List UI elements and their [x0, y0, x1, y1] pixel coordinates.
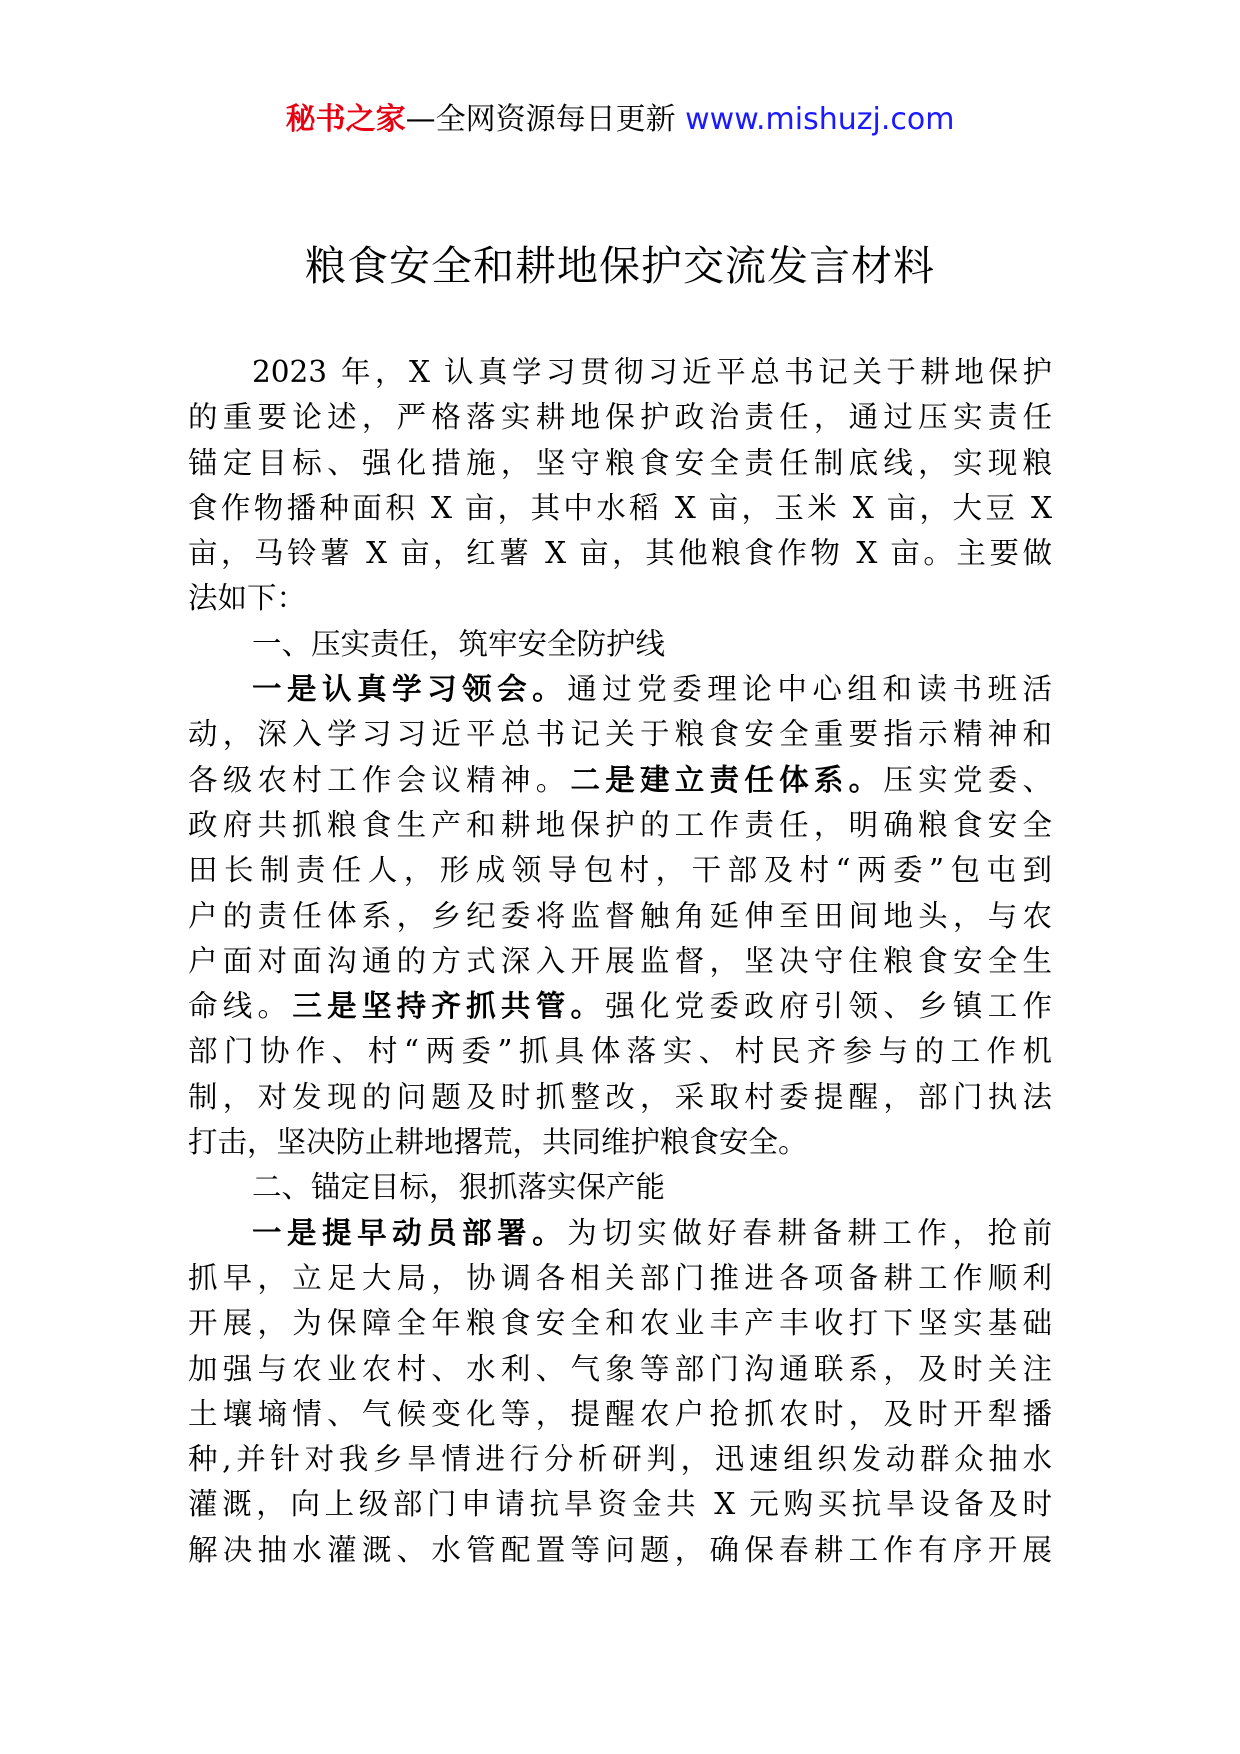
paragraph-line: 2023 年，X 认真学习贯彻习近平总书记关于耕地保护: [252, 355, 1052, 389]
bold-lead: 一是认真学习领会。: [252, 672, 568, 707]
paragraph-line: 亩，马铃薯 X 亩，红薯 X 亩，其他粮食作物 X 亩。主要做: [188, 536, 1052, 571]
paragraph-line: 法如下：: [188, 581, 307, 616]
site-banner: [0, 100, 1240, 140]
paragraph-line: 灌溉，向上级部门申请抗旱资金共 X 元购买抗旱设备及时: [188, 1487, 1052, 1522]
banner-url-link[interactable]: www.mishuzj.com: [685, 102, 955, 137]
paragraph-line: 动，深入学习习近平总书记关于粮食安全重要指示精神和: [188, 717, 1052, 752]
paragraph-line: 食作物播种面积 X 亩，其中水稻 X 亩，玉米 X 亩，大豆 X: [188, 490, 1052, 525]
paragraph-line: 开展，为保障全年粮食安全和农业丰产丰收打下坚实基础: [188, 1306, 1052, 1341]
paragraph-line: 部门协作、村“两委”抓具体落实、村民齐参与的工作机: [188, 1034, 1052, 1069]
paragraph-line: 土壤墒情、气候变化等，提醒农户抢抓农时，及时开犁播: [188, 1396, 1052, 1431]
paragraph-line: 一是提早动员部署。为切实做好春耕备耕工作，抢前: [252, 1215, 1052, 1250]
paragraph-line: 锚定目标、强化措施，坚守粮食安全责任制底线，实现粮: [188, 445, 1052, 480]
paragraph-line: 种,并针对我乡旱情进行分析研判，迅速组织发动群众抽水: [188, 1442, 1052, 1477]
paragraph-line: 命线。三是坚持齐抓共管。强化党委政府引领、乡镇工作: [188, 989, 1052, 1024]
paragraph-line: 打击，坚决防止耕地撂荒，共同维护粮食安全。: [188, 1125, 808, 1160]
paragraph-line: 政府共抓粮食生产和耕地保护的工作责任，明确粮食安全: [188, 807, 1052, 842]
paragraph-line: 户的责任体系，乡纪委将监督触角延伸至田间地头，与农: [188, 898, 1052, 933]
section-heading: 二、锚定目标，狠抓落实保产能: [252, 1170, 666, 1205]
paragraph-line: 的重要论述，严格落实耕地保护政治责任，通过压实责任: [188, 400, 1052, 435]
banner-slogan: —全网资源每日更新: [405, 102, 686, 137]
paragraph-line: 户面对面沟通的方式深入开展监督，坚决守住粮食安全生: [188, 943, 1052, 978]
banner-brand: 秘书之家: [285, 102, 406, 137]
document-body: [188, 350, 1052, 1573]
paragraph-line: 制，对发现的问题及时抓整改，采取村委提醒，部门执法: [188, 1079, 1052, 1114]
paragraph-line: 田长制责任人，形成领导包村，干部及村“两委”包屯到: [188, 853, 1052, 888]
paragraph-line: 一是认真学习领会。通过党委理论中心组和读书班活: [252, 672, 1052, 707]
paragraph-line: 加强与农业农村、水利、气象等部门沟通联系，及时关注: [188, 1351, 1052, 1386]
paragraph-line: 各级农村工作会议精神。二是建立责任体系。压实党委、: [188, 762, 1052, 797]
paragraph-line: 抓早，立足大局，协调各相关部门推进各项备耕工作顺利: [188, 1260, 1052, 1295]
bold-lead: 一是提早动员部署。: [252, 1215, 568, 1250]
document-title: 粮食安全和耕地保护交流发言材料: [305, 242, 935, 290]
paragraph-line: 解决抽水灌溉、水管配置等问题，确保春耕工作有序开展: [188, 1532, 1052, 1567]
bold-lead: 二是建立责任体系。: [570, 762, 884, 797]
bold-lead: 三是坚持齐抓共管。: [292, 989, 606, 1024]
section-heading: 一、压实责任，筑牢安全防护线: [252, 626, 666, 661]
